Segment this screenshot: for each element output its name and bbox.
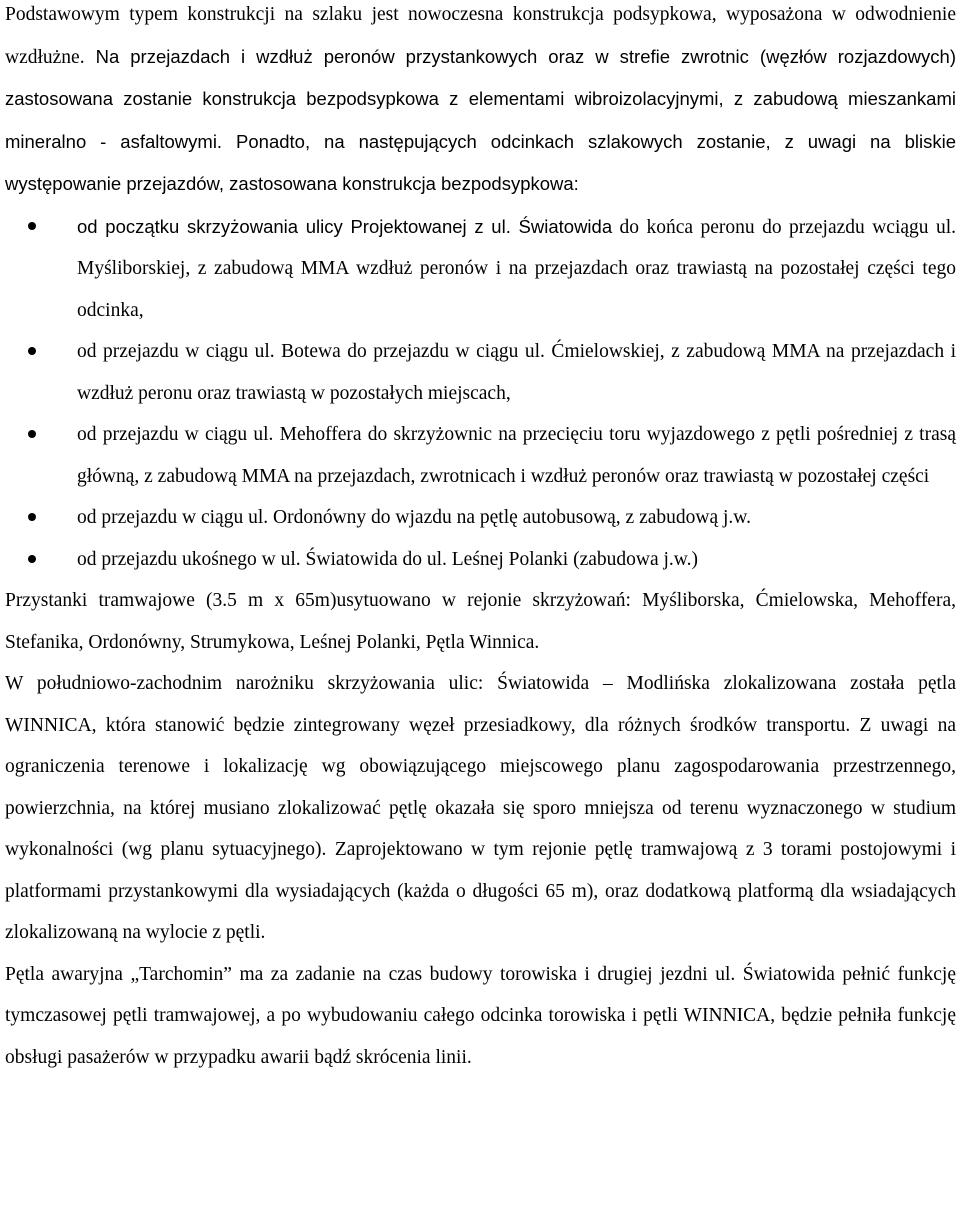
list-item: [77, 331, 956, 414]
paragraph-emergency-loop: [5, 954, 956, 1079]
paragraph-text: Ponadto, na następujących odcinkach szlakowych zostanie, z uwagi na bliskie występowanie przejazdów, zastosowana konstrukcja bezpodsypkowa:: [5, 130, 956, 194]
paragraph-text: Przystanki tramwajowe (3.5 m x 65m)usytuowano w rejonie skrzyżowań: Myśliborska, Ćmielowska, Mehoffera, Stefanika, Ordonówny, Strumykowa, Leśnej Polanki, Pętla Winnica.: [5, 590, 956, 653]
list-item: [77, 539, 956, 581]
paragraph-text: W południowo-zachodnim narożniku skrzyżowania ulic: Światowida – Modlińska zlokalizowana została pętla WINNICA, która stanowić będzie zintegrowany węzeł przesiadkowy, dla różnych środków transportu.: [5, 673, 956, 736]
list-item: [77, 206, 956, 332]
list-item-text: od przejazdu w ciągu ul. Ordonówny do wjazdu na pętlę autobusową, z zabudową j.w.: [77, 507, 751, 528]
bullet-list-sections: [5, 206, 956, 581]
paragraph-track-construction: [5, 0, 956, 206]
list-item-text: od przejazdu w ciągu ul. Botewa do przejazdu w ciągu ul. Ćmielowskiej, z zabudową MMA na przejazdach i wzdłuż peronu oraz trawiastą w pozostałych miejscach,: [77, 341, 956, 404]
paragraph-text: Podstawowym typem konstrukcji na szlaku jest nowoczesna konstrukcja podsypkowa, wyposażona w odwodnienie wzdłużne.: [5, 4, 956, 68]
list-item-text: od początku skrzyżowania ulicy Projektowanej z ul. Światowida: [77, 215, 613, 237]
paragraph-text: Na przejazdach i wzdłuż peronów przystankowych oraz w strefie zwrotnic (węzłów rozjazdowych) zastosowana zostanie konstrukcja bezpodsypkowa z elementami wibroizolacyjnymi, z zabudową mieszankami mineralno - asfaltowymi.: [5, 45, 956, 152]
list-item: [77, 414, 956, 497]
list-item-text: od przejazdu ukośnego w ul. Światowida do ul. Leśnej Polanki (zabudowa j.w.): [77, 548, 698, 570]
paragraph-winnica-loop: [5, 663, 956, 954]
paragraph-tram-stops: [5, 580, 956, 663]
list-item-text: od przejazdu w ciągu ul. Mehoffera do skrzyżownic na przecięciu toru wyjazdowego z pętli pośredniej z trasą główną, z zabudową MMA na przejazdach, zwrotnicach i wzdłuż peronów oraz trawiastą w pozostałej części: [77, 424, 956, 487]
paragraph-text: Z uwagi na ograniczenia terenowe i lokalizację wg obowiązującego miejscowego planu zagospodarowania przestrzennego, powierzchnia, na której musiano zlokalizować pętlę okazała się sporo mniejsza od terenu wyznaczonego w studium wykonalności (wg planu sytuacyjnego). Zaprojektowano w tym rejonie pętlę tramwajową z 3 torami postojowymi i platformami przystankowymi dla wysiadających (każda o długości 65 m), oraz dodatkową platformą dla wsiadających zlokalizowaną na wylocie z pętli.: [5, 714, 956, 943]
list-item: [77, 497, 956, 539]
paragraph-text: Pętla awaryjna „Tarchomin” ma za zadanie na czas budowy torowiska i drugiej jezdni ul. Światowida pełnić funkcję tymczasowej pętli tramwajowej, a po wybudowaniu całego odcinka torowiska i pętli WINNICA, będzie pełniła funkcję obsługi pasażerów w przypadku awarii bądź skrócenia linii.: [5, 963, 956, 1068]
list-item-text: do końca peronu do przejazdu wciągu ul. Myśliborskiej, z zabudową MMA wzdłuż peronów i na przejazdach oraz trawiastą na pozostałej części tego odcinka,: [77, 216, 956, 321]
